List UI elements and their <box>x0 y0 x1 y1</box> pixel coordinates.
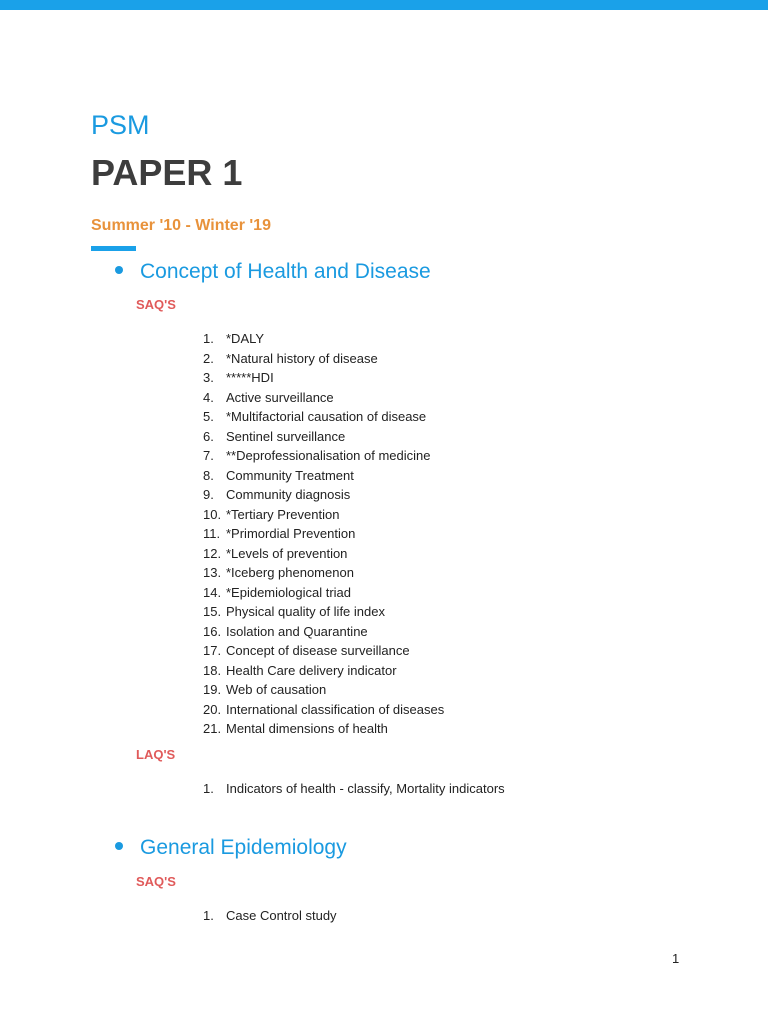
saq-list-health-disease <box>203 329 444 739</box>
section-heading-general-epidemiology <box>110 834 347 862</box>
list-item: 15. Physical quality of life index <box>203 604 385 619</box>
bullet-icon <box>115 842 123 850</box>
list-item: 20. International classification of diseases <box>203 701 445 717</box>
list-item: 5. *Multifactorial causation of disease <box>203 409 427 424</box>
list-item: 3. *****HDI <box>203 370 274 385</box>
list-item: 10. *Tertiary Prevention <box>203 506 340 522</box>
list-item: 19. Web of causation <box>203 682 327 697</box>
section-heading-text: Concept of Health and Disease <box>140 260 431 283</box>
list-item: 8. Community Treatment <box>203 467 354 483</box>
accent-underline <box>91 246 136 251</box>
list-item: 14. *Epidemiological triad <box>203 584 352 600</box>
date-range: Summer '10 - Winter '19 <box>91 217 271 234</box>
list-item: 21. Mental dimensions of health <box>203 721 388 736</box>
list-item: 11. *Primordial Prevention <box>203 526 356 541</box>
list-item: 1. Indicators of health - classify, Mortality indicators <box>203 781 505 796</box>
top-accent-bar <box>0 0 768 10</box>
list-item: 1. Case Control study <box>203 908 337 923</box>
list-item: 7. **Deprofessionalisation of medicine <box>203 448 431 463</box>
list-item: 16. Isolation and Quarantine <box>203 623 368 639</box>
list-item: 1. *DALY <box>203 331 265 346</box>
list-item: 4. Active surveillance <box>203 389 334 405</box>
list-item: 13. *Iceberg phenomenon <box>203 565 354 580</box>
paper-title: PAPER 1 <box>91 152 243 193</box>
saq-label: SAQ'S <box>136 297 176 312</box>
list-item: 9. Community diagnosis <box>203 487 351 502</box>
laq-label: LAQ'S <box>136 747 176 762</box>
laq-list-health-disease <box>203 779 505 799</box>
saq-label: SAQ'S <box>136 874 176 889</box>
subject-title: PSM <box>91 110 150 140</box>
section-heading-text: General Epidemiology <box>140 836 347 859</box>
page-number: 1 <box>672 951 680 966</box>
list-item: 17. Concept of disease surveillance <box>203 643 410 658</box>
bullet-icon <box>115 266 123 274</box>
saq-list-general-epidemiology <box>203 906 337 926</box>
section-heading-health-disease <box>110 258 431 286</box>
list-item: 2. *Natural history of disease <box>203 350 378 366</box>
list-item: 12. *Levels of prevention <box>203 545 348 561</box>
list-item: 18. Health Care delivery indicator <box>203 662 397 678</box>
list-item: 6. Sentinel surveillance <box>203 428 346 444</box>
